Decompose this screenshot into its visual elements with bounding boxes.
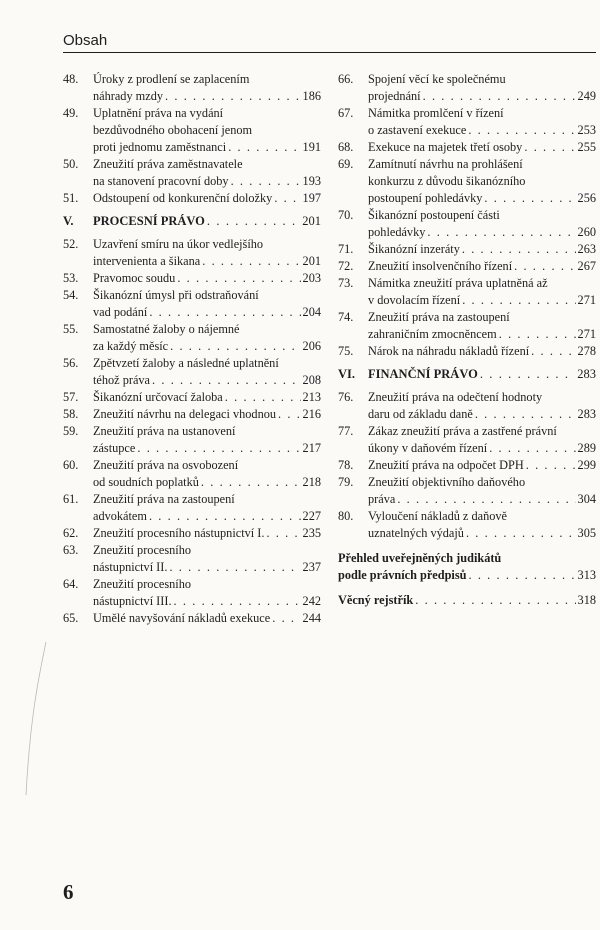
dot-leader (480, 366, 575, 383)
toc-entry-last-line (93, 593, 321, 610)
toc-entry-title-line: Zneužití procesního nástupnictví I. (93, 526, 265, 540)
toc-entry-title-line: v dovolacím řízení (368, 293, 461, 307)
toc-entry-text (93, 156, 321, 190)
dot-leader (165, 88, 301, 105)
toc-page-number: 206 (302, 339, 321, 353)
toc-page-number: 191 (302, 140, 321, 154)
toc-page-number: 201 (302, 254, 321, 268)
toc-entry-text (368, 309, 596, 343)
toc-entry-title-line: Zpětvzetí žaloby a následné uplatnění (93, 356, 279, 370)
toc-entry-title-line: projednání (368, 89, 421, 103)
toc-entry-number: 49. (63, 106, 79, 120)
toc-entry[interactable] (63, 321, 321, 355)
toc-entry-text (368, 508, 596, 542)
toc-entry-number: 53. (63, 271, 79, 285)
toc-entry-title-line: pohledávky (368, 225, 426, 239)
toc-entry-last-line (368, 224, 596, 241)
dot-leader (274, 190, 300, 207)
toc-entry[interactable] (63, 610, 321, 627)
toc-entry-last-line (93, 338, 321, 355)
toc-entry-title-line: Zneužití práva na ustanovení (93, 424, 236, 438)
toc-entry-number: 50. (63, 157, 79, 171)
toc-entry-text (338, 592, 596, 609)
dot-leader (228, 139, 300, 156)
toc-page-number: 289 (577, 441, 596, 455)
toc-page-number: 193 (302, 174, 321, 188)
toc-entry-number: VI. (338, 367, 356, 381)
toc-page-number: 244 (302, 611, 321, 625)
toc-page-number: 318 (577, 593, 596, 607)
toc-entry-title-line: uznatelných výdajů (368, 526, 464, 540)
toc-entry-title-line: práva (368, 492, 396, 506)
toc-entry[interactable] (338, 343, 596, 360)
toc-entry-title-line: Zneužití procesního (93, 577, 192, 591)
toc-page-number: 197 (302, 191, 321, 205)
dot-leader (531, 343, 575, 360)
toc-entry[interactable] (338, 207, 596, 241)
toc-entry[interactable] (63, 270, 321, 287)
toc-page-number: 271 (577, 293, 596, 307)
toc-entry-text (93, 321, 321, 355)
toc-page-number: 271 (577, 327, 596, 341)
toc-entry-text (93, 355, 321, 389)
dot-leader (468, 122, 575, 139)
toc-entry[interactable] (338, 258, 596, 275)
dot-leader (231, 173, 301, 190)
toc-entry-last-line (93, 440, 321, 457)
dot-leader (201, 474, 301, 491)
dot-leader (202, 253, 300, 270)
toc-entry-last-line (93, 372, 321, 389)
toc-entry[interactable] (63, 389, 321, 406)
toc-entry-last-line (368, 366, 596, 383)
toc-entry-number: 58. (63, 407, 79, 421)
toc-entry-text (93, 423, 321, 457)
toc-entry-title-line: o zastavení exekuce (368, 123, 467, 137)
toc-entry-last-line (93, 389, 321, 406)
toc-page-number: 227 (302, 509, 321, 523)
toc-entry-title-line: Nárok na náhradu nákladů řízení (368, 344, 530, 358)
dot-leader (152, 372, 301, 389)
toc-page-number: 260 (577, 225, 596, 239)
toc-entry-last-line (93, 190, 321, 207)
toc-spacer (338, 542, 596, 550)
toc-entry-text (93, 406, 321, 423)
toc-entry-title-line: Odstoupení od konkurenční doložky (93, 191, 273, 205)
toc-entry-number: 54. (63, 288, 79, 302)
toc-entry-last-line (368, 440, 596, 457)
toc-entry-text (93, 525, 321, 542)
toc-page-number: 216 (302, 407, 321, 421)
toc-entry-number: 56. (63, 356, 79, 370)
toc-entry-number: 78. (338, 458, 354, 472)
toc-entry-number: 68. (338, 140, 354, 154)
toc-entry[interactable] (338, 592, 596, 609)
toc-entry-number: 59. (63, 424, 79, 438)
toc-entry-last-line (93, 173, 321, 190)
toc-entry-last-line (368, 139, 596, 156)
toc-entry[interactable] (63, 190, 321, 207)
toc-entry-title-line: nástupnictví II. (93, 560, 168, 574)
toc-entry[interactable] (338, 156, 596, 207)
toc-entry-text (368, 105, 596, 139)
toc-entry-text (368, 474, 596, 508)
toc-page-number: 213 (302, 390, 321, 404)
toc-entry[interactable] (338, 389, 596, 423)
toc-entry-title-line: Úroky z prodlení se zaplacením (93, 72, 250, 86)
dot-leader (170, 338, 300, 355)
toc-entry-title-line: bezdůvodného obohacení jenom (93, 123, 253, 137)
toc-entry-number: 76. (338, 390, 354, 404)
toc-page-number: 249 (577, 89, 596, 103)
dot-leader (272, 610, 300, 627)
toc-entry-text (93, 270, 321, 287)
toc-entry[interactable] (338, 275, 596, 309)
toc-entry[interactable] (338, 139, 596, 156)
toc-entry[interactable] (63, 576, 321, 610)
toc-entry-title-line: Zákaz zneužití práva a zastřené právní (368, 424, 557, 438)
dot-leader (427, 224, 575, 241)
toc-page-number: 255 (577, 140, 596, 154)
toc-entry-title-line: Zamítnutí návrhu na prohlášení (368, 157, 523, 171)
toc-entry[interactable] (338, 309, 596, 343)
toc-entry-title-line: postoupení pohledávky (368, 191, 483, 205)
dot-leader (462, 292, 575, 309)
dot-leader (149, 508, 301, 525)
dot-leader (278, 406, 301, 423)
toc-entry-title-line: Zneužití procesního (93, 543, 192, 557)
dot-leader (462, 241, 576, 258)
toc-entry-number: 67. (338, 106, 354, 120)
toc-entry-number: 61. (63, 492, 79, 506)
toc-entry-last-line (368, 326, 596, 343)
toc-entry-title-line: Uzavření smíru na úkor vedlejšího (93, 237, 264, 251)
toc-entry-number: 48. (63, 72, 79, 86)
toc-entry-text (368, 389, 596, 423)
dot-leader (475, 406, 576, 423)
toc-entry-title-line: Námitka zneužití práva uplatněná až (368, 276, 548, 290)
dot-leader (207, 213, 300, 230)
toc-entry-title-line: Zneužití práva na odečtení hodnoty (368, 390, 543, 404)
dot-leader (484, 190, 575, 207)
toc-entry-number: 73. (338, 276, 354, 290)
toc-entry-title-line: od soudních poplatků (93, 475, 199, 489)
toc-entry-last-line (368, 122, 596, 139)
toc-entry-title-line: Zneužití práva na osvobození (93, 458, 239, 472)
toc-page-number: 204 (302, 305, 321, 319)
toc-entry-text (368, 156, 596, 207)
toc-entry-title-line: Samostatné žaloby o nájemné (93, 322, 240, 336)
toc-page-number: 283 (577, 407, 596, 421)
toc-entry-title-line: FINANČNÍ PRÁVO (368, 367, 478, 381)
toc-entry-title-line: Přehled uveřejněných judikátů (338, 551, 502, 565)
toc-entry-last-line (93, 406, 321, 423)
toc-page-number: 218 (302, 475, 321, 489)
toc-entry-number: V. (63, 214, 74, 228)
toc-entry-text (368, 366, 596, 383)
toc-entry-last-line (93, 213, 321, 230)
toc-entry-last-line (368, 241, 596, 258)
toc-entry-text (93, 287, 321, 321)
toc-entry-number: 55. (63, 322, 79, 336)
dot-leader (266, 525, 300, 542)
toc-entry-number: 79. (338, 475, 354, 489)
toc-entry-title-line: daru od základu daně (368, 407, 473, 421)
toc-entry-title-line: Zneužití práva na zastoupení (93, 492, 235, 506)
toc-entry-title-line: advokátem (93, 509, 147, 523)
toc-entry[interactable] (338, 474, 596, 508)
toc-entry-last-line (338, 592, 596, 609)
toc-entry-last-line (93, 253, 321, 270)
toc-entry-title-line: Umělé navyšování nákladů exekuce (93, 611, 271, 625)
toc-entry-last-line (368, 292, 596, 309)
toc-entry-title-line: konkurzu z důvodu šikanózního (368, 174, 526, 188)
page-number: 6 (63, 880, 74, 904)
toc-entry-title-line: proti jednomu zaměstnanci (93, 140, 227, 154)
toc-entry-last-line (93, 508, 321, 525)
toc-entry-title-line: Zneužití práva zaměstnavatele (93, 157, 243, 171)
toc-entry-last-line (93, 610, 321, 627)
toc-entry-text (368, 207, 596, 241)
toc-entry[interactable] (63, 491, 321, 525)
toc-entry-number: 69. (338, 157, 354, 171)
toc-entry[interactable] (338, 457, 596, 474)
toc-page-number: 256 (577, 191, 596, 205)
toc-entry-number: 51. (63, 191, 79, 205)
dot-leader (524, 139, 575, 156)
toc-entry-number: 70. (338, 208, 354, 222)
toc-entry[interactable] (338, 105, 596, 139)
toc-entry[interactable] (63, 105, 321, 156)
toc-page-number: 283 (577, 367, 596, 381)
toc-entry-last-line (368, 343, 596, 360)
toc-entry-last-line (368, 258, 596, 275)
toc-entry-number: 74. (338, 310, 354, 324)
toc-entry-text (93, 610, 321, 627)
toc-entry-title-line: Zneužití práva na zastoupení (368, 310, 510, 324)
toc-entry-last-line (368, 406, 596, 423)
toc-entry-last-line (93, 88, 321, 105)
toc-entry-number: 71. (338, 242, 354, 256)
toc-entry-title-line: Exekuce na majetek třetí osoby (368, 140, 523, 154)
dot-leader (397, 491, 575, 508)
toc-entry-text (93, 190, 321, 207)
toc-entry-title-line: zahraničním zmocněncem (368, 327, 497, 341)
toc-entry[interactable] (338, 71, 596, 105)
toc-section-heading[interactable] (63, 213, 321, 230)
toc-entry-number: 57. (63, 390, 79, 404)
dot-leader (174, 593, 301, 610)
toc-left-column (63, 71, 321, 627)
toc-entry-number: 64. (63, 577, 79, 591)
toc-section-heading[interactable] (338, 366, 596, 383)
toc-entry-text (93, 491, 321, 525)
toc-entry-title-line: náhrady mzdy (93, 89, 163, 103)
dot-leader (489, 440, 575, 457)
toc-entry-title-line: podle právních předpisů (338, 568, 467, 582)
toc-entry-title-line: PROCESNÍ PRÁVO (93, 214, 205, 228)
toc-entry-text (338, 550, 596, 584)
toc-entry-last-line (338, 567, 596, 584)
toc-entry[interactable] (63, 236, 321, 270)
toc-entry-text (368, 275, 596, 309)
toc-entry-title-line: Pravomoc soudu (93, 271, 176, 285)
toc-entry-title-line: Zneužití práva na odpočet DPH (368, 458, 524, 472)
toc-entry-last-line (93, 270, 321, 287)
toc-entry[interactable] (63, 355, 321, 389)
toc-entry-title-line: Spojení věcí ke společnému (368, 72, 506, 86)
toc-entry-last-line (93, 525, 321, 542)
toc-entry[interactable] (338, 508, 596, 542)
toc-entry-text (93, 457, 321, 491)
toc-page-number: 253 (577, 123, 596, 137)
toc-entry-text (368, 71, 596, 105)
toc-page-number: 267 (577, 259, 596, 273)
toc-entry-number: 77. (338, 424, 354, 438)
toc-entry[interactable] (338, 550, 596, 584)
toc-page-number: 313 (577, 568, 596, 582)
toc-entry-title-line: úkony v daňovém řízení (368, 441, 488, 455)
toc-entry-title-line: téhož práva (93, 373, 151, 387)
toc-page-number: 305 (577, 526, 596, 540)
toc-page-number: 263 (577, 242, 596, 256)
toc-page-number: 217 (302, 441, 321, 455)
toc-page-number: 186 (302, 89, 321, 103)
toc-entry-last-line (93, 474, 321, 491)
dot-leader (137, 440, 300, 457)
toc-page-number: 304 (577, 492, 596, 506)
toc-entry-text (368, 343, 596, 360)
toc-entry[interactable] (63, 71, 321, 105)
toc-entry-last-line (93, 559, 321, 576)
toc-entry[interactable] (63, 156, 321, 190)
pencil-mark (20, 640, 50, 800)
toc-entry-text (368, 139, 596, 156)
dot-leader (177, 270, 300, 287)
toc-entry-text (93, 236, 321, 270)
toc-right-column (338, 71, 596, 609)
toc-entry-number: 60. (63, 458, 79, 472)
toc-entry-number: 62. (63, 526, 79, 540)
toc-entry-number: 63. (63, 543, 79, 557)
toc-entry-last-line (368, 525, 596, 542)
toc-entry[interactable] (63, 457, 321, 491)
toc-spacer (338, 584, 596, 592)
toc-entry-text (368, 457, 596, 474)
toc-page-number: 203 (302, 271, 321, 285)
toc-entry-title-line: Šikanózní úmysl při odstraňování (93, 288, 259, 302)
toc-entry-title-line: Šikanózní určovací žaloba (93, 390, 223, 404)
toc-entry-last-line (368, 491, 596, 508)
toc-entry[interactable] (63, 542, 321, 576)
toc-entry-title-line: Vyloučení nákladů z daňově (368, 509, 507, 523)
toc-page-number: 235 (302, 526, 321, 540)
toc-entry-title-line: vad podání (93, 305, 148, 319)
toc-entry-text (368, 258, 596, 275)
toc-entry[interactable] (63, 287, 321, 321)
dot-leader (526, 457, 576, 474)
toc-entry-title-line: Šikanózní inzeráty (368, 242, 460, 256)
toc-entry-text (368, 423, 596, 457)
toc-entry[interactable] (338, 423, 596, 457)
toc-entry-number: 80. (338, 509, 354, 523)
header-rule (63, 52, 596, 53)
toc-entry-title-line: intervenienta a šikana (93, 254, 201, 268)
toc-entry-title-line: Zneužití insolvenčního řízení (368, 259, 513, 273)
toc-entry-last-line (93, 139, 321, 156)
toc-page-number: 208 (302, 373, 321, 387)
toc-page-number: 242 (302, 594, 321, 608)
toc-entry[interactable] (63, 423, 321, 457)
toc-entry-title-line: Námitka promlčení v řízení (368, 106, 504, 120)
toc-entry-title-line: Šikanózní postoupení části (368, 208, 500, 222)
dot-leader (169, 559, 300, 576)
toc-entry-last-line (93, 304, 321, 321)
toc-entry-text (93, 389, 321, 406)
toc-entry[interactable] (63, 525, 321, 542)
toc-page-number: 201 (302, 214, 321, 228)
dot-leader (415, 592, 575, 609)
toc-entry-text (93, 542, 321, 576)
dot-leader (499, 326, 576, 343)
dot-leader (149, 304, 300, 321)
dot-leader (423, 88, 576, 105)
dot-leader (466, 525, 576, 542)
dot-leader (514, 258, 575, 275)
toc-entry-text (93, 213, 321, 230)
toc-entry[interactable] (338, 241, 596, 258)
toc-entry-last-line (368, 88, 596, 105)
toc-entry-title-line: zástupce (93, 441, 136, 455)
toc-entry-number: 66. (338, 72, 354, 86)
toc-entry-number: 65. (63, 611, 79, 625)
toc-entry-text (93, 576, 321, 610)
toc-entry-title-line: Zneužití objektivního daňového (368, 475, 526, 489)
toc-entry-number: 52. (63, 237, 79, 251)
toc-entry-title-line: Věcný rejstřík (338, 593, 414, 607)
dot-leader (225, 389, 301, 406)
toc-entry-last-line (368, 190, 596, 207)
toc-page-number: 299 (577, 458, 596, 472)
toc-entry[interactable] (63, 406, 321, 423)
toc-entry-text (93, 71, 321, 105)
toc-entry-title-line: nástupnictví III. (93, 594, 172, 608)
toc-entry-text (93, 105, 321, 156)
toc-entry-title-line: Zneužití návrhu na delegaci vhodnou (93, 407, 277, 421)
toc-entry-title-line: na stanovení pracovní doby (93, 174, 229, 188)
toc-entry-title-line: za každý měsíc (93, 339, 169, 353)
toc-entry-text (368, 241, 596, 258)
toc-page-number: 278 (577, 344, 596, 358)
toc-entry-last-line (368, 457, 596, 474)
dot-leader (468, 567, 575, 584)
toc-page-number: 237 (302, 560, 321, 574)
page-header-title: Obsah (63, 32, 108, 49)
toc-entry-title-line: Uplatnění práva na vydání (93, 106, 224, 120)
toc-entry-number: 75. (338, 344, 354, 358)
toc-entry-number: 72. (338, 259, 354, 273)
